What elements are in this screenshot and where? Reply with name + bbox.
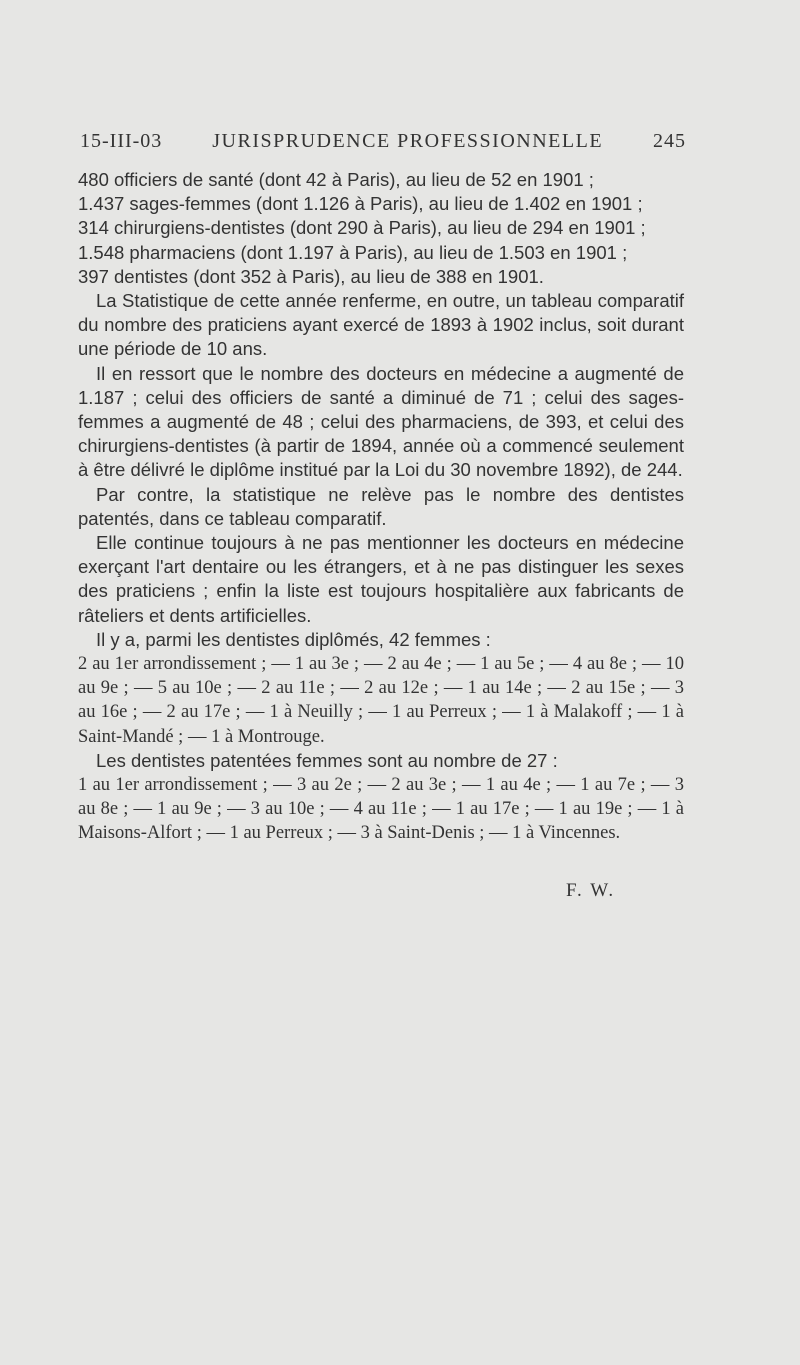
header-date: 15-III-03 [80,130,163,152]
header-title: JURISPRUDENCE PROFESSIONNELLE [212,130,604,152]
list-diplomees: 2 au 1er arrondissement ; — 1 au 3e ; — 2 au 4e ; — 1 au 5e ; — 4 au 8e ; — 10 au 9e ; — 5 au 10e ; — 2 au 11e ; — 2 au 12e ; — 1 au 14e ; — 2 au 15e ; — 3 au 16e ; — 2 au 17e ; — 1 à Neuilly ; — 1 au Perreux ; — 1 à Malakoff ; — 1 à Saint-Mandé ; — 1 à Montrouge. [78,654,684,747]
body-text [78,168,684,846]
stat-line: 1.548 pharmaciens (dont 1.197 à Paris), au lieu de 1.503 en 1901 ; [78,241,628,263]
stat-line: 397 dentistes (dont 352 à Paris), au lieu de 388 en 1901. [78,265,544,287]
signature: F. W. [566,880,616,901]
paragraph: Par contre, la statistique ne relève pas le nombre des dentistes patentés, dans ce tableau comparatif. [78,483,684,529]
running-header [80,130,686,153]
stat-line: 314 chirurgiens-dentistes (dont 290 à Paris), au lieu de 294 en 1901 ; [78,217,646,239]
paragraph: Il y a, parmi les dentistes diplômés, 42 femmes : [96,628,491,650]
page-number: 245 [652,130,686,152]
paragraph: Les dentistes patentées femmes sont au nombre de 27 : [96,749,558,771]
paragraph: La Statistique de cette année renferme, en outre, un tableau comparatif du nombre des praticiens ayant exercé de 1893 à 1902 inclus, soit durant une période de 10 ans. [78,290,684,360]
paragraph: Il en ressort que le nombre des docteurs en médecine a augmenté de 1.187 ; celui des officiers de santé a diminué de 71 ; celui des sages-femmes a augmenté de 48 ; celui des pharmaciens, de 393, et celui des chirurgiens-dentistes (à partir de 1894, année où a commencé seulement à être délivré le diplôme institué par la Loi du 30 novembre 1892), de 244. [78,362,684,481]
paragraph: Elle continue toujours à ne pas mentionner les docteurs en médecine exerçant l'art dentaire ou les étrangers, et à ne pas distinguer les sexes des praticiens ; enfin la liste est toujours hospitalière aux fabricants de râteliers et dents artificielles. [78,532,684,626]
stat-line: 480 officiers de santé (dont 42 à Paris), au lieu de 52 en 1901 ; [78,169,594,190]
stat-line: 1.437 sages-femmes (dont 1.126 à Paris), au lieu de 1.402 en 1901 ; [78,193,643,215]
list-patentees: 1 au 1er arrondissement ; — 3 au 2e ; — 2 au 3e ; — 1 au 4e ; — 1 au 7e ; — 3 au 8e ; — 1 au 9e ; — 3 au 10e ; — 4 au 11e ; — 1 au 17e ; — 1 au 19e ; — 1 à Maisons-Alfort ; — 1 au Perreux ; — 3 à Saint-Denis ; — 1 à Vincennes. [78,775,684,844]
